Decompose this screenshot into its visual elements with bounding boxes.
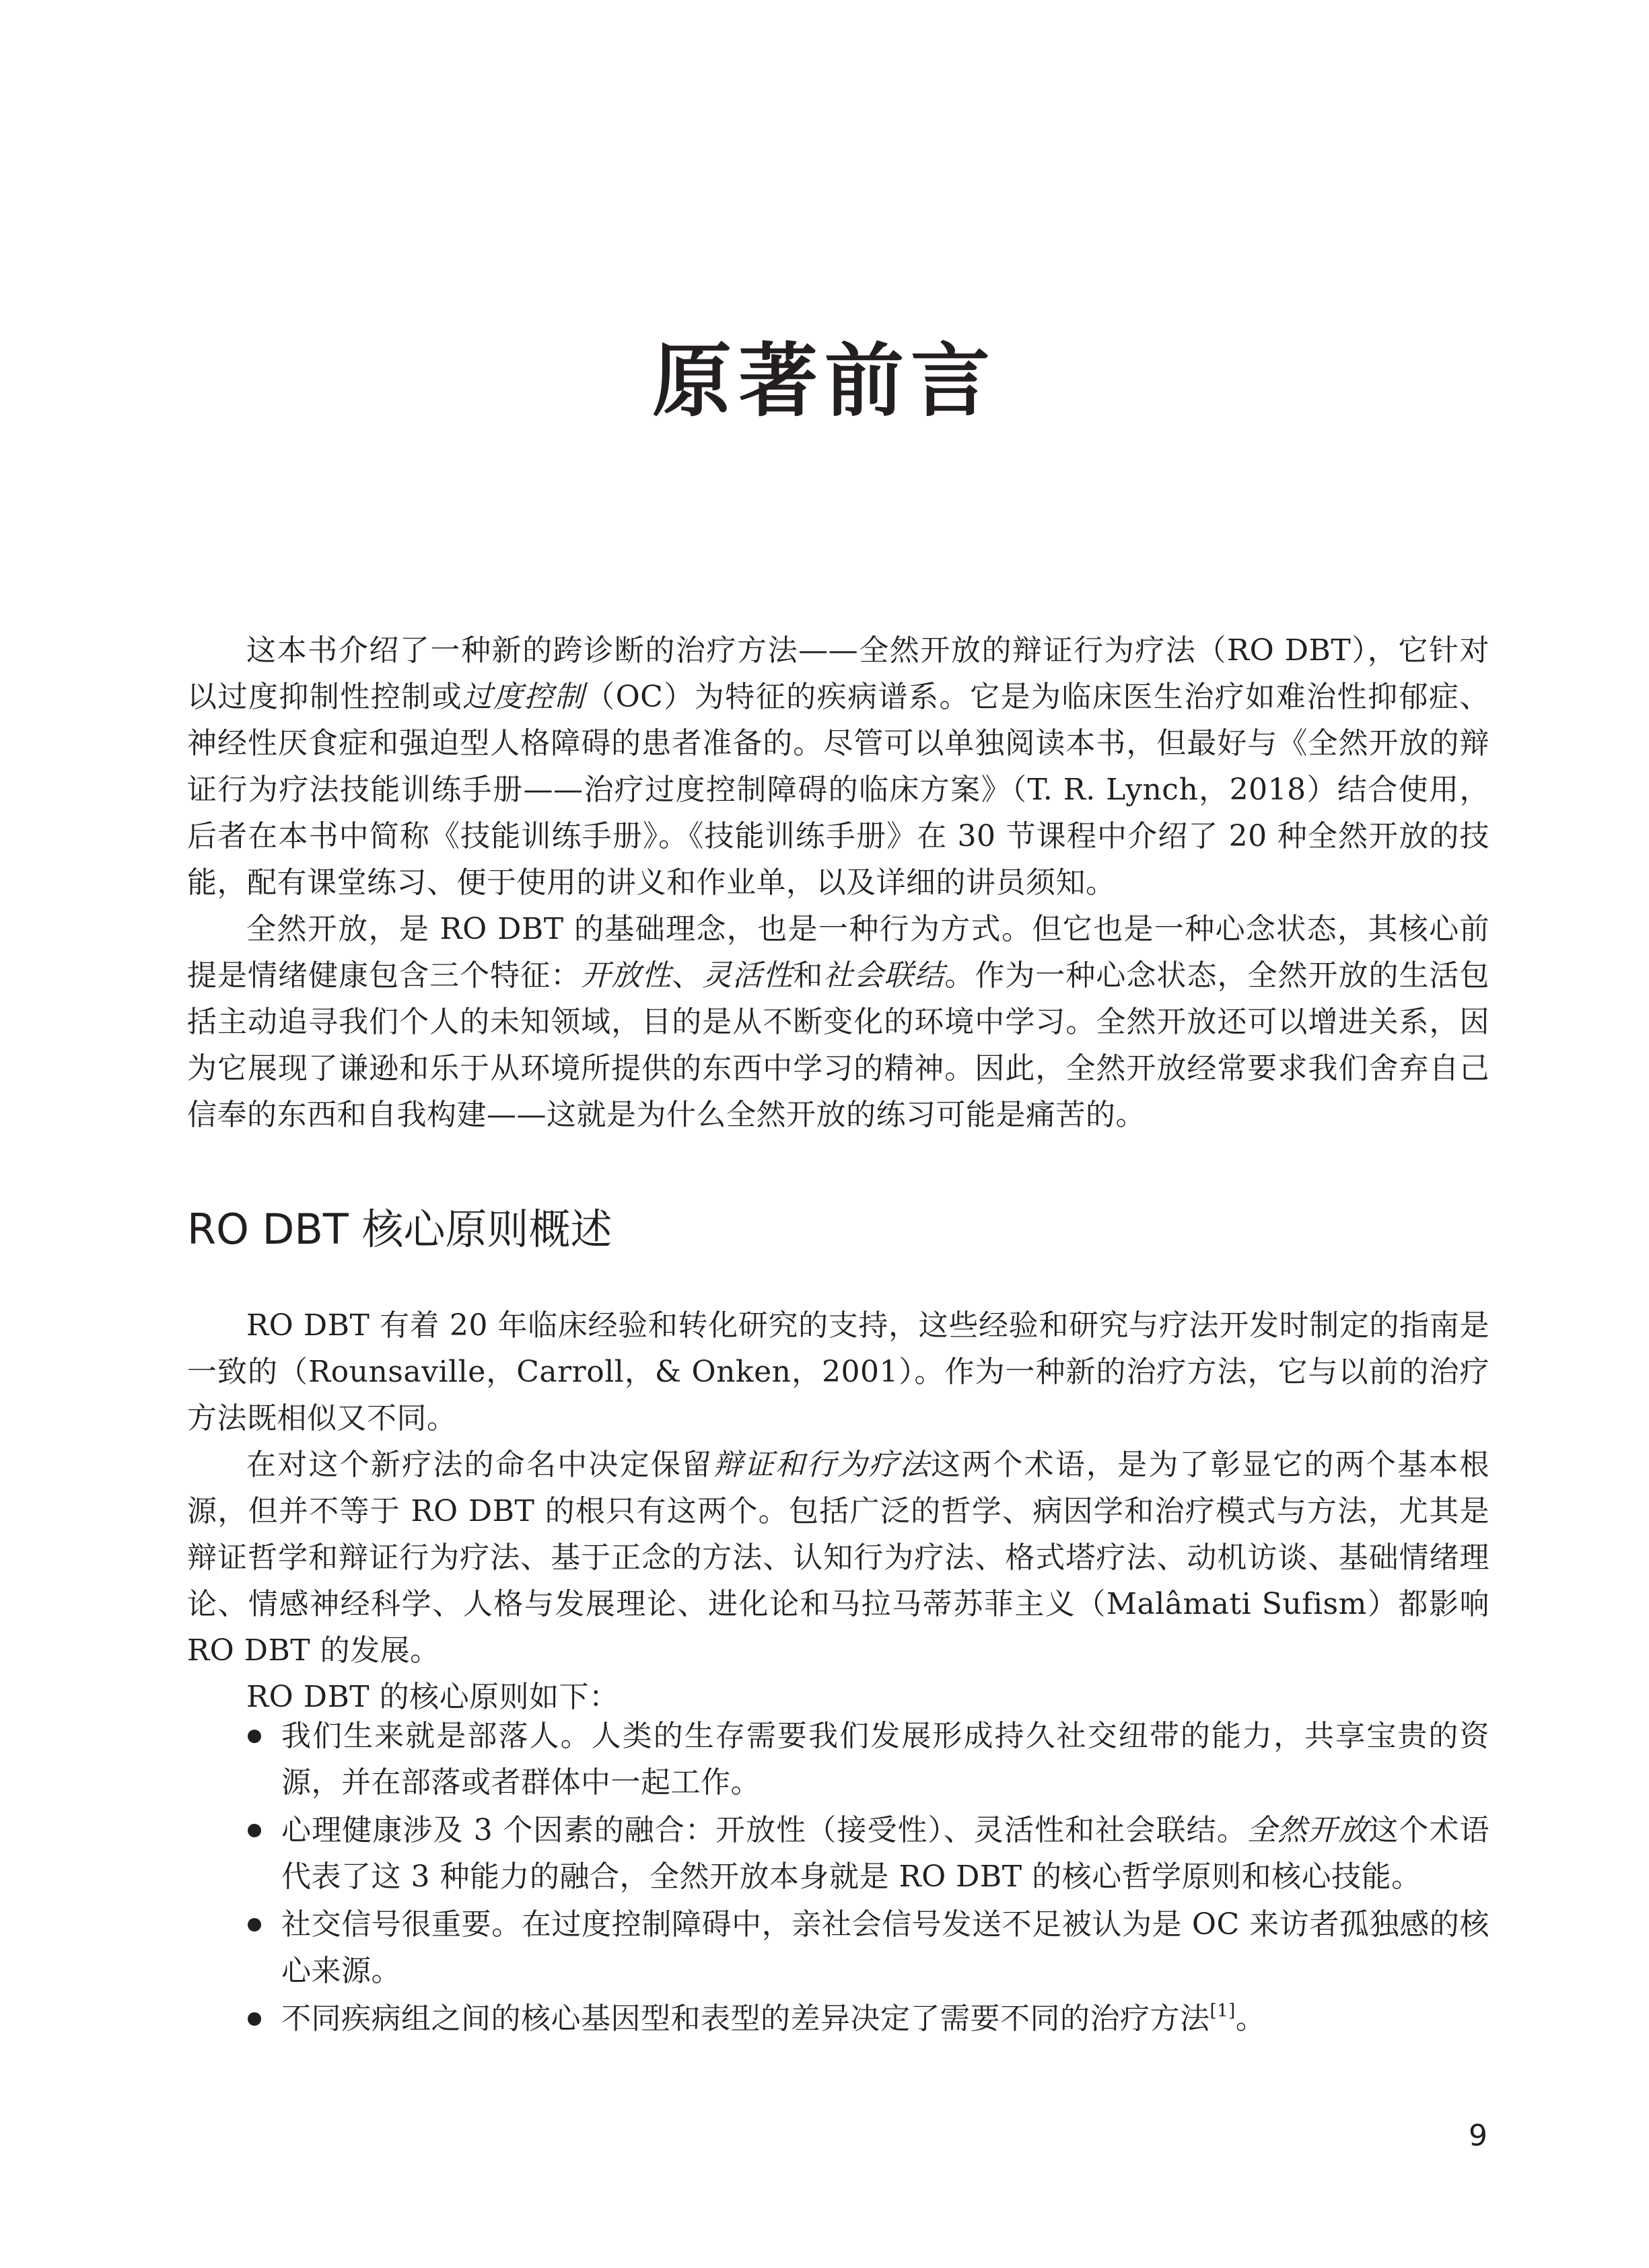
bullet-icon [248, 1918, 261, 1932]
text-run: 社交信号很重要。在过度控制障碍中，亲社会信号发送不足被认为是 OC 来访者孤独感的核心来源。 [281, 1907, 1489, 1988]
bullet-icon [248, 1730, 261, 1743]
text-run: 不同疾病组之间的核心基因型和表型的差异决定了需要不同的治疗方法 [281, 2001, 1210, 2036]
text-run: 这本书介绍了一种新的跨诊断的治疗方法——全然开放的辩证行为疗法（RO DBT），它针对以过度抑制性控制或 [187, 633, 1489, 714]
text-run: 我们生来就是部落人。人类的生存需要我们发展形成持久社交纽带的能力，共享宝贵的资源，并在部落或者群体中一起工作。 [281, 1719, 1489, 1800]
list-item [187, 1995, 1489, 2042]
principles-list [187, 1713, 1489, 2043]
emphasis-term: 过度控制 [462, 680, 586, 714]
page-title: 原著前言 [652, 334, 997, 427]
intro-paragraph-1 [187, 627, 1489, 906]
intro-paragraph-2 [187, 906, 1489, 1138]
principles-section [187, 1302, 1489, 1720]
intro-section [187, 627, 1489, 1138]
emphasis-term: 开放性 [581, 958, 672, 993]
text-run: 和 [793, 958, 824, 993]
emphasis-term: 全然开放 [1247, 1813, 1369, 1847]
text-run: 。作为一种心念状态，全然开放的生活包括主动追寻我们个人的未知领域，目的是从不断变化的环境中学习。全然开放还可以增进关系，因为它展现了谦逊和乐于从环境所提供的东西中学习的精神。因此，全然开放经常要求我们舍弃自己信奉的东西和自我构建——这就是为什么全然开放的练习可能是痛苦的。 [187, 958, 1490, 1132]
list-item [187, 1901, 1489, 1994]
bullet-icon [248, 1824, 261, 1837]
principles-paragraph-3: RO DBT 的核心原则如下： [246, 1680, 619, 1714]
page-number: 9 [1469, 2119, 1487, 2153]
emphasis-term: 社会联结 [823, 958, 945, 993]
emphasis-term: 灵活性 [702, 958, 794, 993]
principles-paragraph-1: RO DBT 有着 20 年临床经验和转化研究的支持，这些经验和研究与疗法开发时制定的指南是一致的（Rounsaville，Carroll，& Onken，2001）。作为一种新的治疗方法，它与以前的治疗方法既相似又不同。 [187, 1308, 1489, 1436]
emphasis-term: 辩证和行为疗法 [713, 1448, 931, 1482]
text-run: 这个术语代表了这 3 种能力的融合，全然开放本身就是 RO DBT 的核心哲学原则和核心技能。 [281, 1813, 1490, 1894]
list-item [187, 1713, 1489, 1806]
text-run: 。 [1235, 2001, 1266, 2036]
bullet-icon [248, 2012, 261, 2026]
text-run: （OC）为特征的疾病谱系。它是为临床医生治疗如难治性抑郁症、神经性厌食症和强迫型人格障碍的患者准备的。尽管可以单独阅读本书，但最好与《全然开放的辩证行为疗法技能训练手册——治疗过度控制障碍的临床方案》（T. R. Lynch，2018）结合使用，后者在本书中简称《技能训练手册》。《技能训练手册》在 30 节课程中介绍了 20 种全然开放的技能，配有课堂练习、便于使用的讲义和作业单，以及详细的讲员须知。 [187, 680, 1490, 900]
list-item [187, 1807, 1489, 1900]
text-run: 心理健康涉及 3 个因素的融合：开放性（接受性）、灵活性和社会联结。 [281, 1813, 1247, 1847]
text-run: 在对这个新疗法的命名中决定保留 [246, 1448, 713, 1482]
section-heading: RO DBT 核心原则概述 [187, 1205, 612, 1254]
footnote-reference[interactable]: [1] [1209, 2001, 1236, 2021]
text-run: 全然开放，是 RO DBT 的基础理念，也是一种行为方式。但它也是一种心念状态，其核心前提是情绪健康包含三个特征： [187, 912, 1489, 993]
text-run: 这两个术语，是为了彰显它的两个基本根源，但并不等于 RO DBT 的根只有这两个。包括广泛的哲学、病因学和治疗模式与方法，尤其是辩证哲学和辩证行为疗法、基于正念的方法、认知行为疗法、格式塔疗法、动机访谈、基础情绪理论、情感神经科学、人格与发展理论、进化论和马拉马蒂苏菲主义（Malâmati Sufism）都影响 RO DBT 的发展。 [187, 1448, 1490, 1668]
text-run: 、 [672, 958, 703, 993]
principles-paragraph-2 [187, 1442, 1489, 1674]
